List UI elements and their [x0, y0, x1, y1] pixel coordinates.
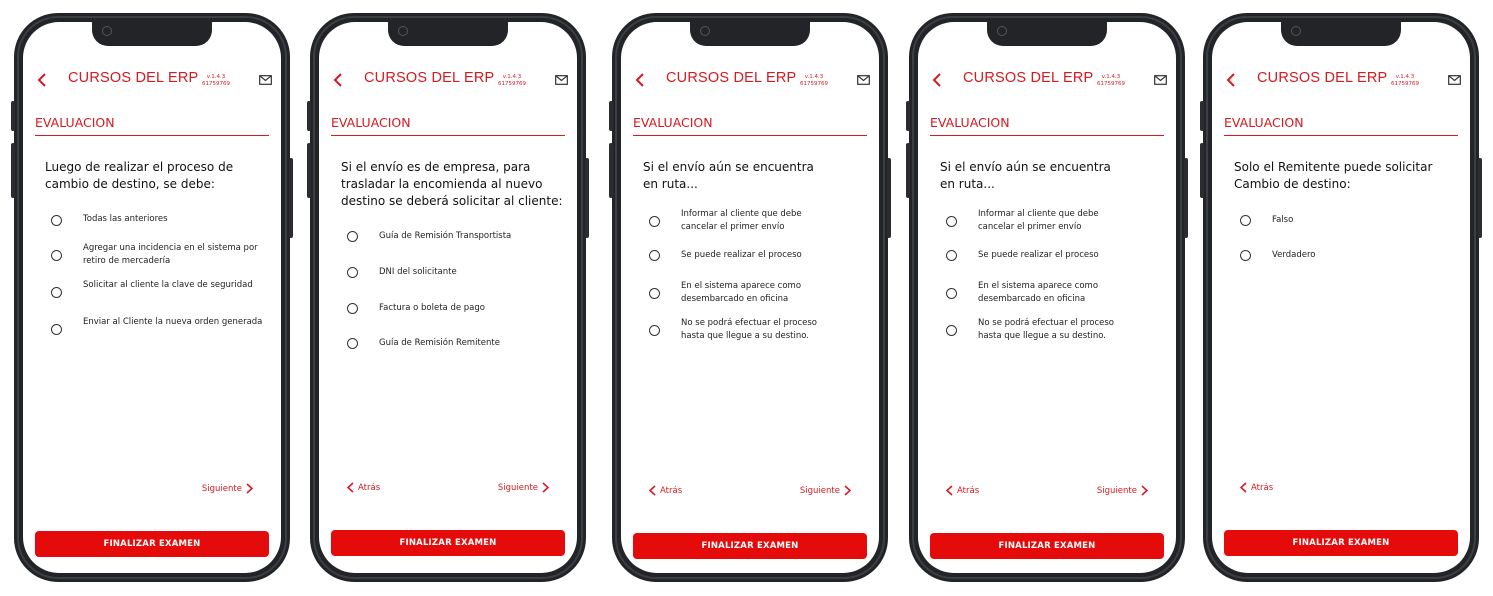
radio-icon[interactable] [347, 267, 358, 278]
finish-exam-button[interactable]: FINALIZAR EXAMEN [35, 531, 269, 557]
phone-mockup-5 [1203, 13, 1479, 582]
finish-exam-button[interactable]: FINALIZAR EXAMEN [1224, 530, 1458, 556]
question-text: Solo el Remitente puede solicitar Cambio de destino: [1234, 160, 1433, 191]
chevron-left-icon [649, 485, 656, 496]
phone-mockup-3 [612, 13, 888, 582]
radio-icon[interactable] [649, 288, 660, 299]
divider [1224, 135, 1458, 136]
app-header [918, 68, 1176, 92]
back-arrow-icon[interactable] [35, 72, 49, 88]
question-text: Si el envío es de empresa, para trasladar la encomienda al nuevo destino se deberá solicitar al cliente: [341, 160, 563, 208]
finish-exam-button[interactable]: FINALIZAR EXAMEN [633, 533, 867, 559]
mail-icon[interactable] [1154, 75, 1167, 85]
chevron-left-icon [347, 482, 354, 493]
phone-mockup-2 [310, 13, 586, 582]
radio-icon[interactable] [946, 288, 957, 299]
radio-icon[interactable] [649, 250, 660, 261]
radio-icon[interactable] [649, 325, 660, 336]
chevron-right-icon [844, 485, 851, 496]
phone-mockup-1 [14, 13, 290, 582]
notch [1281, 22, 1401, 46]
radio-icon[interactable] [51, 324, 62, 335]
version-info: v.1.4.3 61759769 [202, 74, 230, 87]
app-header [23, 68, 281, 92]
version-info: v.1.4.3 61759769 [1097, 74, 1125, 87]
radio-icon[interactable] [51, 215, 62, 226]
back-arrow-icon[interactable] [633, 72, 647, 88]
app-screen: CURSOS DEL ERP v.1.4.3 61759769 EVALUACION Si el envío aún se encuentra en ruta... Informar al cliente que debe cancelar el primer envío Se puede realizar el proceso En el sistema aparece como desembarcado en oficina No se podrá efectuar el proceso hasta que llegue a su destino. Atrás Siguiente FINALIZAR EXAMEN [621, 22, 879, 573]
chevron-right-icon [246, 483, 253, 494]
radio-icon[interactable] [51, 250, 62, 261]
mail-icon[interactable] [259, 75, 272, 85]
next-button[interactable]: Siguiente [202, 483, 253, 494]
radio-icon[interactable] [347, 303, 358, 314]
app-title: CURSOS DEL ERP [364, 70, 495, 86]
version-info: v.1.4.3 61759769 [1391, 74, 1419, 87]
radio-icon[interactable] [1240, 250, 1251, 261]
app-header [319, 68, 577, 92]
mail-icon[interactable] [1448, 75, 1461, 85]
radio-icon[interactable] [946, 250, 957, 261]
divider [633, 135, 867, 136]
finish-exam-button[interactable]: FINALIZAR EXAMEN [930, 533, 1164, 559]
app-header [621, 68, 879, 92]
section-title: EVALUACION [930, 115, 1010, 130]
radio-icon[interactable] [347, 231, 358, 242]
section-title: EVALUACION [633, 115, 713, 130]
back-arrow-icon[interactable] [1224, 72, 1238, 88]
back-button[interactable]: Atrás [347, 482, 380, 493]
notch [987, 22, 1107, 46]
divider [930, 135, 1164, 136]
back-arrow-icon[interactable] [930, 72, 944, 88]
back-button[interactable]: Atrás [649, 485, 682, 496]
back-arrow-icon[interactable] [331, 72, 345, 88]
section-title: EVALUACION [331, 115, 411, 130]
notch [92, 22, 212, 46]
chevron-right-icon [542, 482, 549, 493]
radio-icon[interactable] [347, 338, 358, 349]
back-button[interactable]: Atrás [1240, 482, 1273, 493]
radio-icon[interactable] [649, 216, 660, 227]
chevron-right-icon [1141, 485, 1148, 496]
notch [690, 22, 810, 46]
chevron-left-icon [1240, 482, 1247, 493]
app-screen: CURSOS DEL ERP v.1.4.3 61759769 EVALUACION Solo el Remitente puede solicitar Cambio de destino: Falso Verdadero Atrás FINALIZAR EXAMEN [1212, 22, 1470, 573]
app-title: CURSOS DEL ERP [68, 70, 199, 86]
divider [331, 135, 565, 136]
question-text: Si el envío aún se encuentra en ruta... [643, 160, 814, 191]
section-title: EVALUACION [1224, 115, 1304, 130]
version-info: v.1.4.3 61759769 [498, 74, 526, 87]
divider [35, 135, 269, 136]
question-text: Luego de realizar el proceso de cambio de destino, se debe: [45, 160, 234, 191]
app-title: CURSOS DEL ERP [666, 70, 797, 86]
radio-icon[interactable] [946, 216, 957, 227]
mail-icon[interactable] [857, 75, 870, 85]
app-title: CURSOS DEL ERP [1257, 70, 1388, 86]
next-button[interactable]: Siguiente [498, 482, 549, 493]
mail-icon[interactable] [555, 75, 568, 85]
chevron-left-icon [946, 485, 953, 496]
section-title: EVALUACION [35, 115, 115, 130]
next-button[interactable]: Siguiente [800, 485, 851, 496]
radio-icon[interactable] [946, 325, 957, 336]
app-screen: CURSOS DEL ERP v.1.4.3 61759769 EVALUACION Luego de realizar el proceso de cambio de destino, se debe: Todas las anteriores Agregar una incidencia en el sistema por retiro de mercadería Solicitar al cliente la clave de seguridad Enviar al Cliente la nueva orden generada Siguiente FINALIZAR EXAMEN [23, 22, 281, 573]
radio-icon[interactable] [51, 287, 62, 298]
app-screen: CURSOS DEL ERP v.1.4.3 61759769 EVALUACION Si el envío es de empresa, para trasladar la encomienda al nuevo destino se deberá solicitar al cliente: Guía de Remisión Transportista DNI del solicitante Factura o boleta de pago Guía de Remisión Remitente Atrás Siguiente FINALIZAR EXAMEN [319, 22, 577, 573]
app-header [1212, 68, 1470, 92]
next-button[interactable]: Siguiente [1097, 485, 1148, 496]
app-title: CURSOS DEL ERP [963, 70, 1094, 86]
phone-mockup-4 [909, 13, 1185, 582]
notch [388, 22, 508, 46]
radio-icon[interactable] [1240, 215, 1251, 226]
version-info: v.1.4.3 61759769 [800, 74, 828, 87]
app-screen: CURSOS DEL ERP v.1.4.3 61759769 EVALUACION Si el envío aún se encuentra en ruta... Informar al cliente que debe cancelar el primer envío Se puede realizar el proceso En el sistema aparece como desembarcado en oficina No se podrá efectuar el proceso hasta que llegue a su destino. Atrás Siguiente FINALIZAR EXAMEN [918, 22, 1176, 573]
finish-exam-button[interactable]: FINALIZAR EXAMEN [331, 530, 565, 556]
question-text: Si el envío aún se encuentra en ruta... [940, 160, 1111, 191]
back-button[interactable]: Atrás [946, 485, 979, 496]
